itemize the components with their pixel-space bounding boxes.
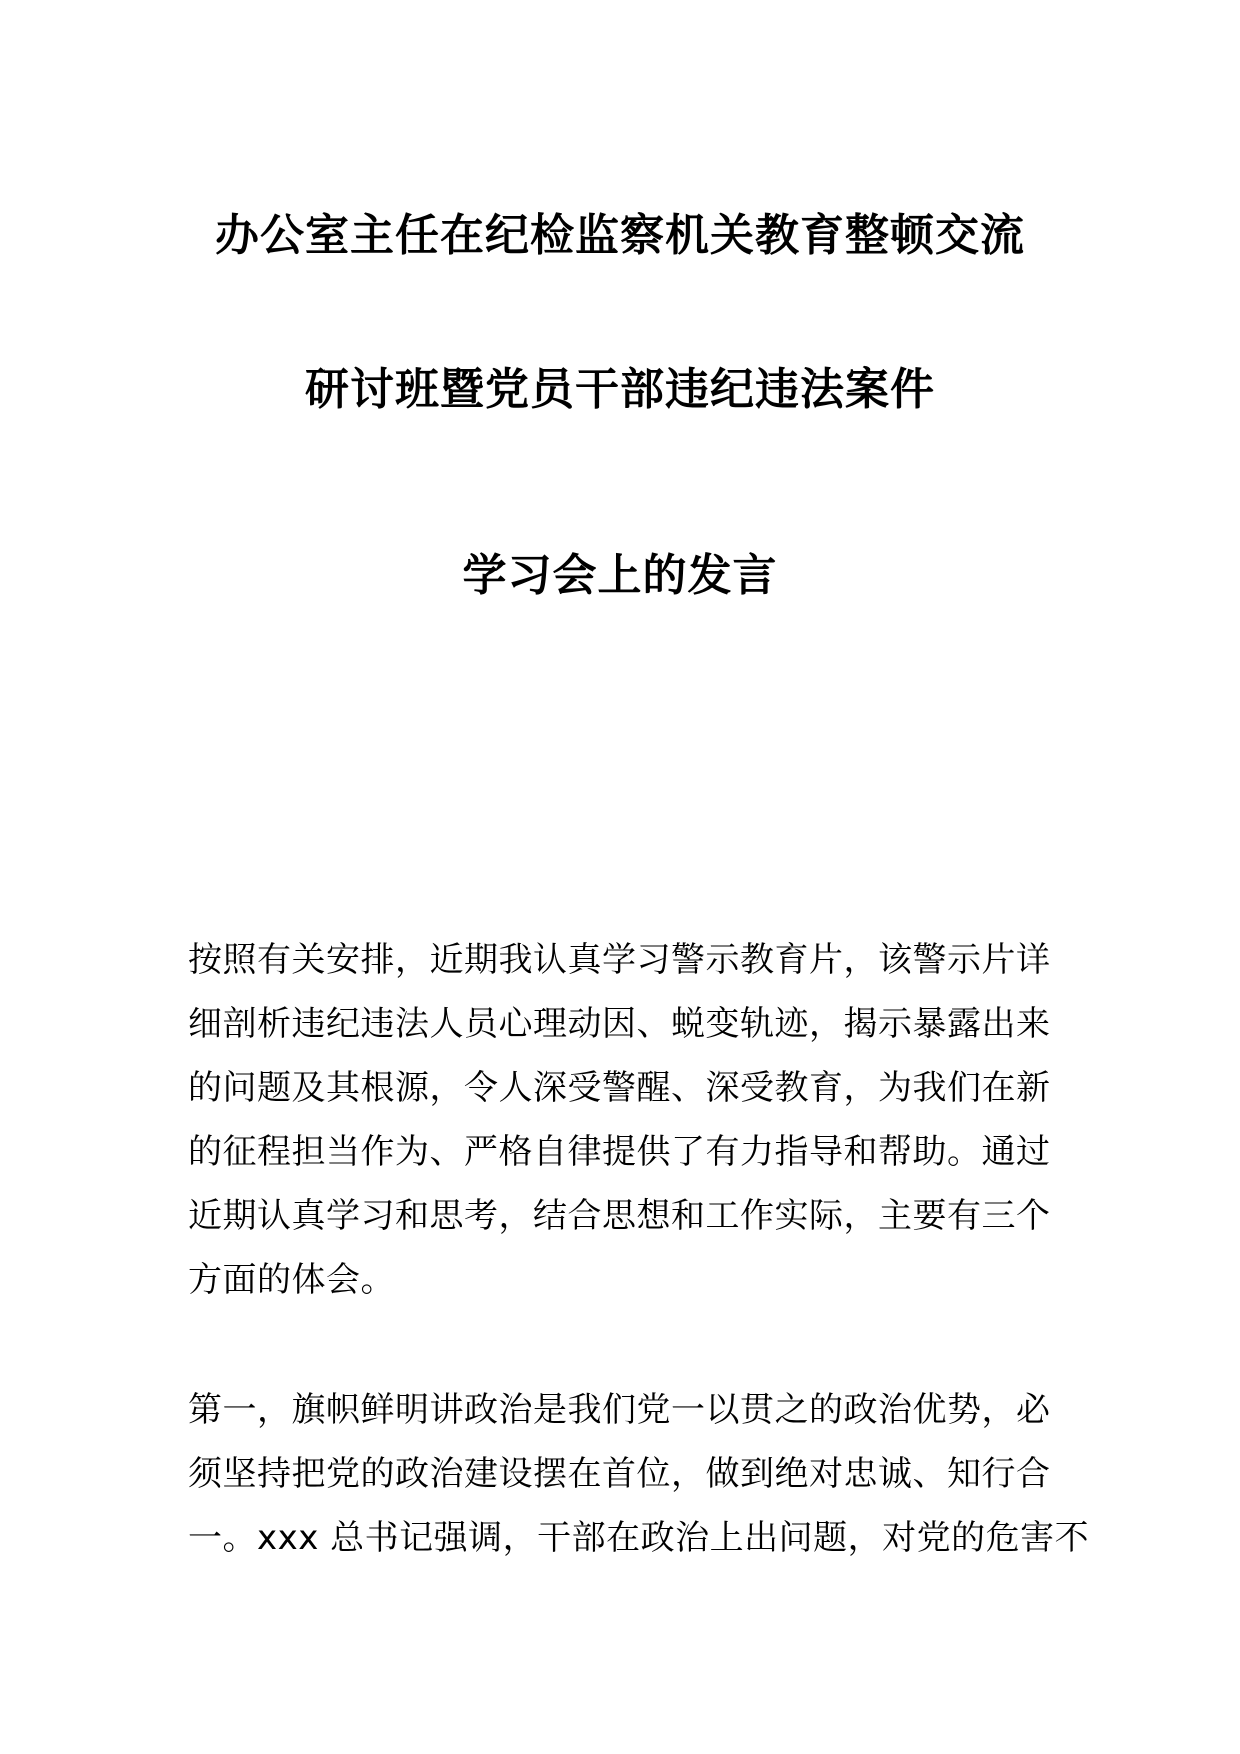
document-title-line-3: 学习会上的发言	[462, 550, 778, 601]
paragraph-2-line: 第一，旗帜鲜明讲政治是我们党一以贯之的政治优势，必	[188, 1390, 1051, 1430]
paragraph-2-line: 一。xxx 总书记强调，干部在政治上出问题，对党的危害不	[188, 1518, 1090, 1558]
paragraph-1-line: 细剖析违纪违法人员心理动因、蜕变轨迹，揭示暴露出来	[188, 1004, 1051, 1044]
paragraph-1	[188, 928, 1068, 1312]
paragraph-1-line: 的征程担当作为、严格自律提供了有力指导和帮助。通过	[188, 1132, 1051, 1172]
paragraph-2	[188, 1378, 1090, 1570]
paragraph-2-line: 须坚持把党的政治建设摆在首位，做到绝对忠诚、知行合	[188, 1454, 1051, 1494]
document-title-line-2: 研讨班暨党员干部违纪违法案件	[305, 364, 935, 415]
paragraph-1-line: 近期认真学习和思考，结合思想和工作实际，主要有三个	[188, 1196, 1051, 1236]
paragraph-1-line: 方面的体会。	[188, 1260, 395, 1300]
document-title-line-1: 办公室主任在纪检监察机关教育整顿交流	[215, 210, 1025, 261]
paragraph-1-line: 的问题及其根源，令人深受警醒、深受教育，为我们在新	[188, 1068, 1051, 1108]
paragraph-1-line: 按照有关安排，近期我认真学习警示教育片，该警示片详	[188, 940, 1051, 980]
